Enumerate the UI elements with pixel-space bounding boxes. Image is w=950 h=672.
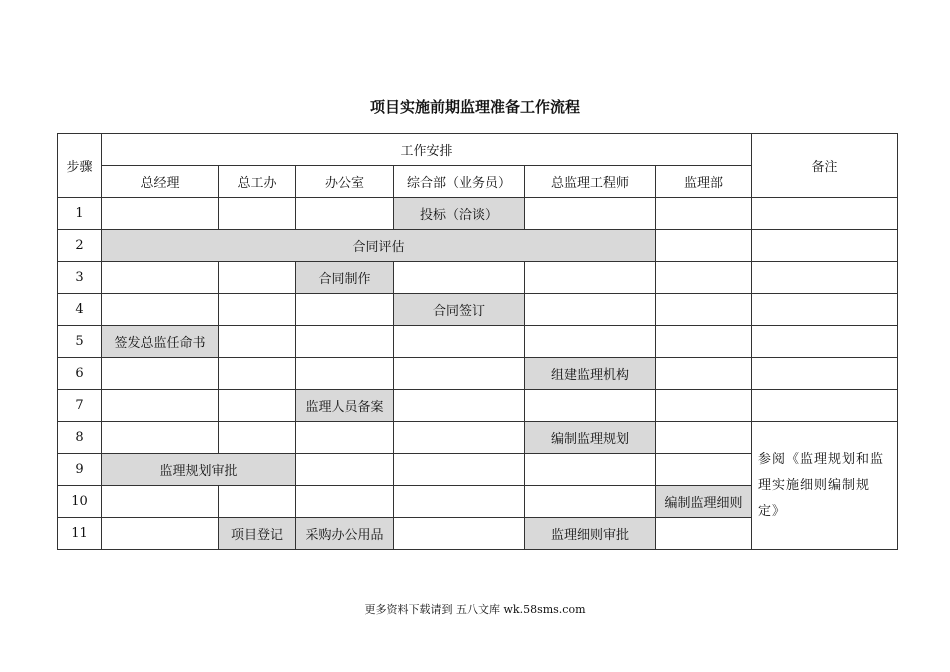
step-number: 9 [58, 454, 102, 486]
step-number: 2 [58, 230, 102, 262]
table-row [58, 390, 898, 422]
task-cell: 监理人员备案 [296, 390, 394, 422]
task-cell: 合同评估 [102, 230, 656, 262]
col-supervision-dept: 监理部 [656, 166, 752, 198]
workflow-table [57, 133, 898, 550]
col-chief-supervisor: 总监理工程师 [525, 166, 656, 198]
footer-text: 更多资料下载请到 五八文库 wk.58sms.com [364, 603, 586, 616]
task-cell: 合同制作 [296, 262, 394, 294]
table-row [58, 422, 898, 454]
table-row [58, 358, 898, 390]
task-cell: 投标（洽谈） [394, 198, 525, 230]
step-number: 11 [58, 518, 102, 550]
task-cell: 编制监理细则 [656, 486, 752, 518]
step-number: 7 [58, 390, 102, 422]
step-number: 6 [58, 358, 102, 390]
table-row [58, 294, 898, 326]
task-cell: 项目登记 [219, 518, 296, 550]
task-cell: 组建监理机构 [525, 358, 656, 390]
col-office: 办公室 [296, 166, 394, 198]
table-row [58, 262, 898, 294]
remarks-note: 参阅《监理规划和监理实施细则编制规定》 [752, 422, 898, 550]
col-general-manager: 总经理 [102, 166, 219, 198]
col-general-dept: 综合部（业务员） [394, 166, 525, 198]
header-row-1 [58, 134, 898, 166]
step-number: 1 [58, 198, 102, 230]
table-row [58, 198, 898, 230]
table-row [58, 326, 898, 358]
step-number: 8 [58, 422, 102, 454]
work-header: 工作安排 [102, 134, 752, 166]
step-header: 步骤 [58, 134, 102, 198]
task-cell: 监理规划审批 [102, 454, 296, 486]
step-number: 10 [58, 486, 102, 518]
remarks-header: 备注 [752, 134, 898, 198]
page-title: 项目实施前期监理准备工作流程 [369, 98, 580, 116]
task-cell: 监理细则审批 [525, 518, 656, 550]
task-cell: 编制监理规划 [525, 422, 656, 454]
step-number: 5 [58, 326, 102, 358]
step-number: 4 [58, 294, 102, 326]
task-cell: 合同签订 [394, 294, 525, 326]
task-cell: 采购办公用品 [296, 518, 394, 550]
col-chief-engineer-office: 总工办 [219, 166, 296, 198]
task-cell: 签发总监任命书 [102, 326, 219, 358]
step-number: 3 [58, 262, 102, 294]
table-row [58, 230, 898, 262]
